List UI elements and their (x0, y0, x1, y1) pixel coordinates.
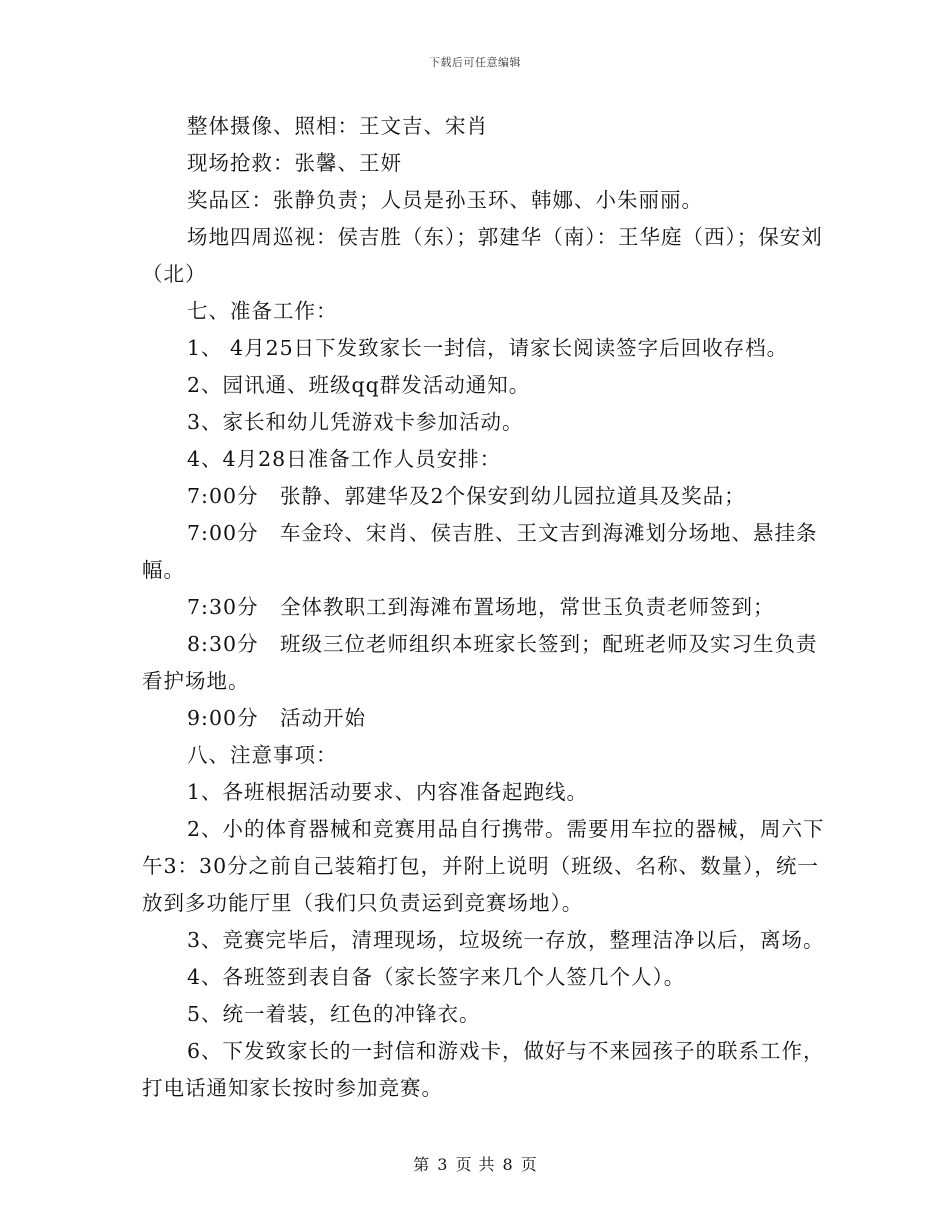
page-footer (0, 1152, 950, 1175)
paragraph: 6、下发致家长的一封信和游戏卡，做好与不来园孩子的联系工作，打电话通知家长按时参加竞赛。 (142, 1039, 825, 1100)
document-body (142, 108, 832, 1107)
paragraph: 奖品区：张静负责；人员是孙玉环、韩娜、小朱丽丽。 (187, 188, 703, 212)
page-label: 第 (413, 1155, 430, 1174)
schedule-item: 7:30分 全体教职工到海滩布置场地，常世玉负责老师签到； (187, 595, 775, 619)
paragraph: 1、各班根据活动要求、内容准备起跑线。 (187, 780, 589, 804)
paragraph: 场地四周巡视：侯吉胜（东）；郭建华（南）：王华庭（西）；保安刘（北） (142, 225, 823, 286)
section-heading: 七、准备工作： (187, 299, 338, 323)
paragraph: 4、各班签到表自备（家长签字来几个人签几个人）。 (187, 965, 686, 989)
page-mid: 页 共 (455, 1155, 495, 1174)
paragraph: 3、家长和幼儿凭游戏卡参加活动。 (187, 410, 524, 434)
page-current: 3 (437, 1155, 448, 1174)
schedule-item: 7:00分 车金玲、宋肖、侯吉胜、王文吉到海滩划分场地、悬挂条幅。 (142, 521, 818, 582)
paragraph: 1、 4月25日下发致家长一封信，请家长阅读签字后回收存档。 (187, 336, 789, 360)
schedule-item: 7:00分 张静、郭建华及2个保安到幼儿园拉道具及奖品； (187, 484, 746, 508)
section-heading: 八、注意事项： (187, 743, 338, 767)
paragraph: 3、竞赛完毕后，清理现场，垃圾统一存放，整理洁净以后，离场。 (187, 928, 825, 952)
paragraph: 2、园讯通、班级qq群发活动通知。 (187, 373, 531, 397)
paragraph: 4、4月28日准备工作人员安排： (187, 447, 502, 471)
paragraph: 整体摄像、照相：王文吉、宋肖 (187, 114, 488, 138)
page-suffix: 页 (520, 1155, 537, 1174)
paragraph: 5、统一着装，红色的冲锋衣。 (187, 1002, 481, 1026)
page-header: 下载后可任意编辑 (429, 56, 521, 69)
paragraph: 现场抢救：张馨、王妍 (187, 151, 402, 175)
schedule-item: 8:30分 班级三位老师组织本班家长签到；配班老师及实习生负责看护场地。 (142, 632, 818, 693)
schedule-item: 9:00分 活动开始 (187, 706, 367, 730)
paragraph: 2、小的体育器械和竞赛用品自行携带。需要用车拉的器械，周六下午3：30分之前自己装箱打包，并附上说明（班级、名称、数量），统一放到多功能厅里（我们只负责运到竞赛场地）。 (142, 817, 825, 915)
page-total: 8 (502, 1155, 513, 1174)
